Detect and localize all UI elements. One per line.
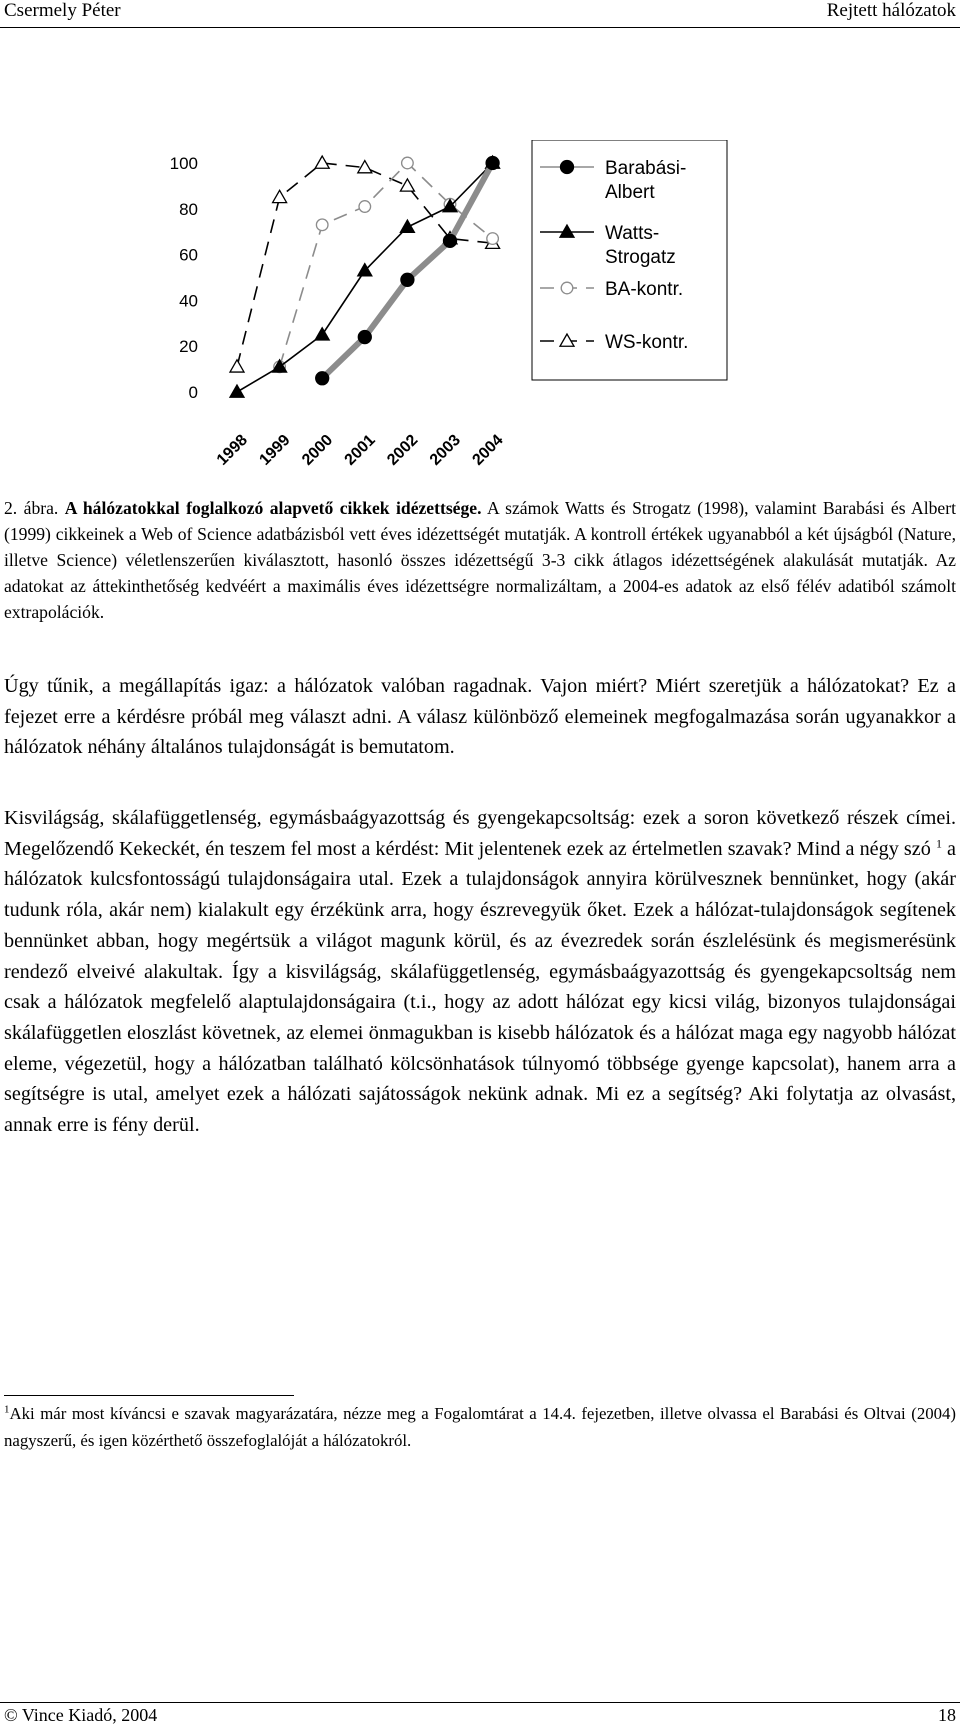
- legend-label: WS-kontr.: [605, 332, 689, 353]
- data-point: [400, 179, 414, 191]
- header-title: Rejtett hálózatok: [826, 0, 956, 21]
- caption-text: A számok Watts és Strogatz (1998), valamint Barabási és Albert (1999) cikkeinek a Web of Science adatbázisból vett éves idézettségét mutatják. A kontroll értékek ugyanabból a két újságból (Nature, illetve Science) véletlenszerűen kiválasztott, hasonló összes idézettségű 3-3 cikk átlagos idézettségének alakulását mutatják. Az adatokat az áttekinthetőség kedvéért a maximális éves idézettségre normalizáltam, a 2004-es adatok az első félév adatiból számolt extrapolációk.: [4, 498, 956, 622]
- data-point: [560, 334, 574, 346]
- y-tick-label: 40: [179, 291, 198, 311]
- series-2: [274, 157, 499, 372]
- paragraph-2-part-a: Kisvilágság, skálafüggetlenség, egymásbaágyazottság és gyengekapcsoltság: ezek a soron következő részek címei. Megelőzendő Kekeckét, én teszem fel most a kérdést: Mit jelentenek ezek az értelmetlen szavak? Mind a négy szó: [4, 807, 956, 860]
- x-tick-label: 1998: [213, 431, 251, 469]
- x-tick-label: 2002: [384, 431, 422, 469]
- data-point: [400, 220, 414, 232]
- data-point: [315, 156, 329, 168]
- series-1: [230, 156, 500, 397]
- data-point: [230, 385, 244, 397]
- footnote: [4, 1400, 956, 1454]
- paragraph-2: [4, 803, 956, 1141]
- data-point: [402, 157, 414, 169]
- y-tick-label: 100: [169, 154, 198, 173]
- legend-label: BA-kontr.: [605, 279, 684, 300]
- x-axis-ticks: [214, 432, 507, 469]
- data-point: [359, 201, 371, 213]
- figure-caption: [4, 495, 956, 625]
- data-point: [230, 360, 244, 372]
- legend-label: Watts-: [605, 223, 660, 244]
- x-tick-label: 2001: [341, 431, 379, 469]
- legend-label: Albert: [605, 182, 655, 203]
- paragraph-1: Úgy tűnik, a megállapítás igaz: a hálózatok valóban ragadnak. Vajon miért? Miért szeretjük a hálózatokat? Ez a fejezet erre a kérdésre próbál meg választ adni. A válasz különböző elemeinek megfogalmazása során ugyanakkor a hálózatok néhány általános tulajdonságát is bemutatom.: [4, 675, 956, 759]
- data-point: [273, 190, 287, 202]
- y-tick-label: 0: [188, 383, 198, 402]
- y-tick-label: 80: [179, 199, 198, 219]
- footer-page-number: 18: [938, 1705, 956, 1725]
- data-point: [316, 219, 328, 231]
- legend-label: Barabási-: [605, 158, 687, 179]
- data-point: [315, 328, 329, 340]
- series-line: [280, 163, 493, 367]
- footnote-marker: 1: [4, 1403, 10, 1416]
- footnote-text: Aki már most kíváncsi e szavak magyarázatára, nézze meg a Fogalomtárat a 14.4. fejezetben, illetve olvassa el Barabási és Oltvai (2004) nagyszerű, és igen közérthető összefoglalóját a hálózatokról.: [4, 1404, 956, 1450]
- caption-title: A hálózatokkal foglalkozó alapvető cikkek idézettsége.: [64, 498, 482, 518]
- data-point: [358, 161, 372, 173]
- y-tick-label: 60: [179, 245, 198, 265]
- x-tick-label: 2003: [426, 431, 464, 469]
- data-point: [486, 157, 499, 170]
- data-point: [316, 372, 329, 385]
- data-point: [561, 161, 574, 174]
- header-author: Csermely Péter: [4, 0, 121, 21]
- data-point: [487, 233, 499, 245]
- data-point: [560, 225, 574, 237]
- footnote-rule: [4, 1395, 294, 1396]
- data-point: [401, 273, 414, 286]
- citation-chart: [0, 140, 960, 480]
- footer-rule: [0, 1702, 960, 1703]
- legend-label: Strogatz: [605, 247, 676, 268]
- footnote-ref: 1: [935, 835, 942, 850]
- y-axis-ticks: [170, 154, 198, 402]
- header-rule: [0, 27, 960, 28]
- x-tick-label: 2004: [469, 431, 507, 469]
- series-layer: [230, 156, 500, 397]
- chart-legend: [540, 158, 688, 353]
- series-line: [322, 163, 492, 378]
- x-tick-label: 2000: [299, 431, 337, 469]
- y-tick-label: 20: [179, 337, 198, 357]
- paragraph-2-part-b: a hálózatok kulcsfontosságú tulajdonságaira utal. Ezek a tulajdonságok annyira körülvesznek bennünket, hogy (akár tudunk róla, akár nem) kialakult egy érzékünk arra, hogy észrevegyük őket. Ezek a hálózat-tulajdonságok segítenek bennünket abban, hogy megértsük a világot magunk körül, és az évezredek során észlelésünk és megismerésünk rendező elveivé alakultak. Így a kisvilágság, skálafüggetlenség, egymásbaágyazottság és gyengekapcsoltság nem csak a hálózatok megfelelő alaptulajdonságaira (t.i., hogy az adott hálózat egy kicsi világ, bizonyos tulajdonságai skálafüggetlen eloszlást követnek, az elemei önmagukban is kisebb hálózatok és a hálózat maga egy nagyobb hálózat eleme, végezetül, hogy a hálózatban található kölcsönhatások túlnyomó többsége gyenge kapcsolat), hanem arra a segítségre is utal, amelyet ezek a hálózati sajátosságok nekünk adnak. Mi ez a segítség? Aki folytatja az olvasást, annak erre is fény derül.: [4, 837, 957, 1137]
- caption-prefix: 2. ábra.: [4, 498, 65, 518]
- footer-copyright: © Vince Kiadó, 2004: [4, 1705, 158, 1725]
- data-point: [358, 331, 371, 344]
- x-tick-label: 1999: [256, 431, 294, 469]
- data-point: [444, 234, 457, 247]
- data-point: [561, 282, 573, 294]
